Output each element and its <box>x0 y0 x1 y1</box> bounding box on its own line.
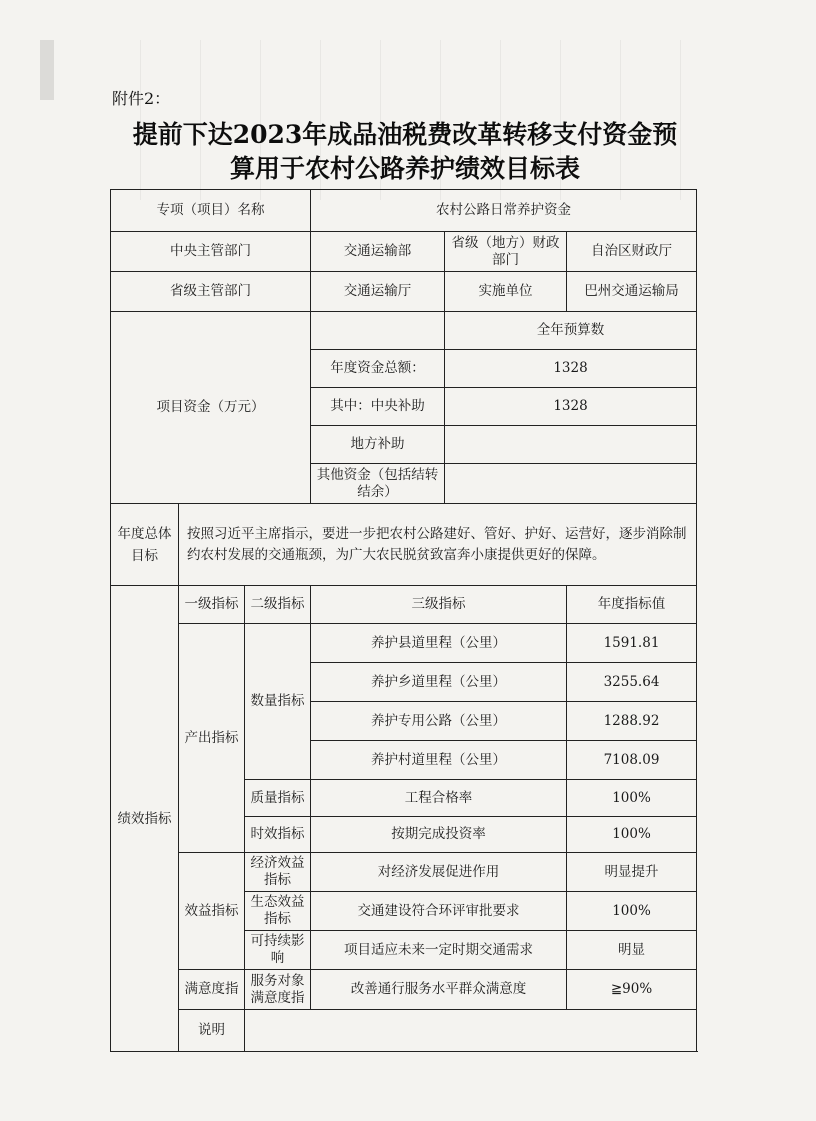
central-dept-value: 交通运输部 <box>311 232 445 272</box>
indicator-value: 1288.92 <box>567 702 697 741</box>
implementer-label: 实施单位 <box>445 272 567 312</box>
central-dept-label: 中央主管部门 <box>111 232 311 272</box>
col-level1-header: 一级指标 <box>179 586 245 624</box>
note-value <box>245 1010 697 1052</box>
indicator-name: 养护乡道里程（公里） <box>311 663 567 702</box>
implementer-value: 巴州交通运输局 <box>567 272 697 312</box>
provincial-finance-value: 自治区财政厅 <box>567 232 697 272</box>
indicator-name: 对经济发展促进作用 <box>311 853 567 892</box>
indicator-name: 交通建设符合环评审批要求 <box>311 892 567 931</box>
indicator-name: 养护县道里程（公里） <box>311 624 567 663</box>
funds-central-label: 其中：中央补助 <box>311 388 445 426</box>
annual-goal-label: 年度总体目标 <box>111 504 179 586</box>
table-row <box>111 232 697 272</box>
indicators-section-label: 绩效指标 <box>111 586 179 1052</box>
funds-header: 全年预算数 <box>445 312 697 350</box>
page-title-line-2: 算用于农村公路养护绩效目标表 <box>229 154 580 183</box>
funds-local-label: 地方补助 <box>311 426 445 464</box>
table-row <box>111 853 697 892</box>
table-row <box>111 624 697 663</box>
indicator-value: ≧90% <box>567 970 697 1010</box>
table-row <box>111 970 697 1010</box>
indicator-value: 3255.64 <box>567 663 697 702</box>
quantity-indicator-label: 数量指标 <box>245 624 311 780</box>
table-row <box>111 272 697 312</box>
indicator-value: 100% <box>567 780 697 817</box>
service-indicator-label: 服务对象满意度指 <box>245 970 311 1010</box>
indicator-name: 养护村道里程（公里） <box>311 741 567 780</box>
ecological-indicator-label: 生态效益指标 <box>245 892 311 931</box>
funds-local-value <box>445 426 697 464</box>
indicator-name: 工程合格率 <box>311 780 567 817</box>
attachment-label: 附件2： <box>112 89 171 108</box>
quality-indicator-label: 质量指标 <box>245 780 311 817</box>
table-row <box>111 586 697 624</box>
indicator-value: 100% <box>567 892 697 931</box>
table-row <box>111 190 697 232</box>
project-name-value: 农村公路日常养护资金 <box>311 190 697 232</box>
project-name-label: 专项（项目）名称 <box>111 190 311 232</box>
scan-edge-mark <box>40 40 54 100</box>
funds-other-value <box>445 464 697 504</box>
note-label: 说明 <box>179 1010 245 1052</box>
table-row <box>111 504 697 586</box>
sustainable-indicator-label: 可持续影响 <box>245 931 311 970</box>
col-value-header: 年度指标值 <box>567 586 697 624</box>
benefit-indicator-label: 效益指标 <box>179 853 245 970</box>
indicator-name: 按期完成投资率 <box>311 817 567 853</box>
table-row <box>111 1010 697 1052</box>
satisfaction-indicator-label: 满意度指 <box>179 970 245 1010</box>
funds-central-value: 1328 <box>445 388 697 426</box>
economic-indicator-label: 经济效益指标 <box>245 853 311 892</box>
funds-header-empty <box>311 312 445 350</box>
table-row <box>111 312 697 350</box>
indicator-value: 明显 <box>567 931 697 970</box>
timeliness-indicator-label: 时效指标 <box>245 817 311 853</box>
provincial-dept-label: 省级主管部门 <box>111 272 311 312</box>
indicator-value: 1591.81 <box>567 624 697 663</box>
funds-other-label: 其他资金（包括结转结余） <box>311 464 445 504</box>
funds-label: 项目资金（万元） <box>111 312 311 504</box>
annual-goal-text: 按照习近平主席指示，要进一步把农村公路建好、管好、护好、运营好，逐步消除制约农村发展的交通瓶颈，为广大农民脱贫致富奔小康提供更好的保障。 <box>179 504 697 586</box>
funds-total-label: 年度资金总额： <box>311 350 445 388</box>
indicator-name: 养护专用公路（公里） <box>311 702 567 741</box>
performance-target-table <box>110 189 697 1052</box>
col-level3-header: 三级指标 <box>311 586 567 624</box>
col-level2-header: 二级指标 <box>245 586 311 624</box>
funds-total-value: 1328 <box>445 350 697 388</box>
indicator-value: 7108.09 <box>567 741 697 780</box>
indicator-value: 100% <box>567 817 697 853</box>
indicator-name: 改善通行服务水平群众满意度 <box>311 970 567 1010</box>
page-title-line-1: 提前下达2023年成品油税费改革转移支付资金预 <box>132 120 678 149</box>
provincial-dept-value: 交通运输厅 <box>311 272 445 312</box>
indicator-name: 项目适应未来一定时期交通需求 <box>311 931 567 970</box>
indicator-value: 明显提升 <box>567 853 697 892</box>
provincial-finance-label: 省级（地方）财政部门 <box>445 232 567 272</box>
output-indicator-label: 产出指标 <box>179 624 245 853</box>
